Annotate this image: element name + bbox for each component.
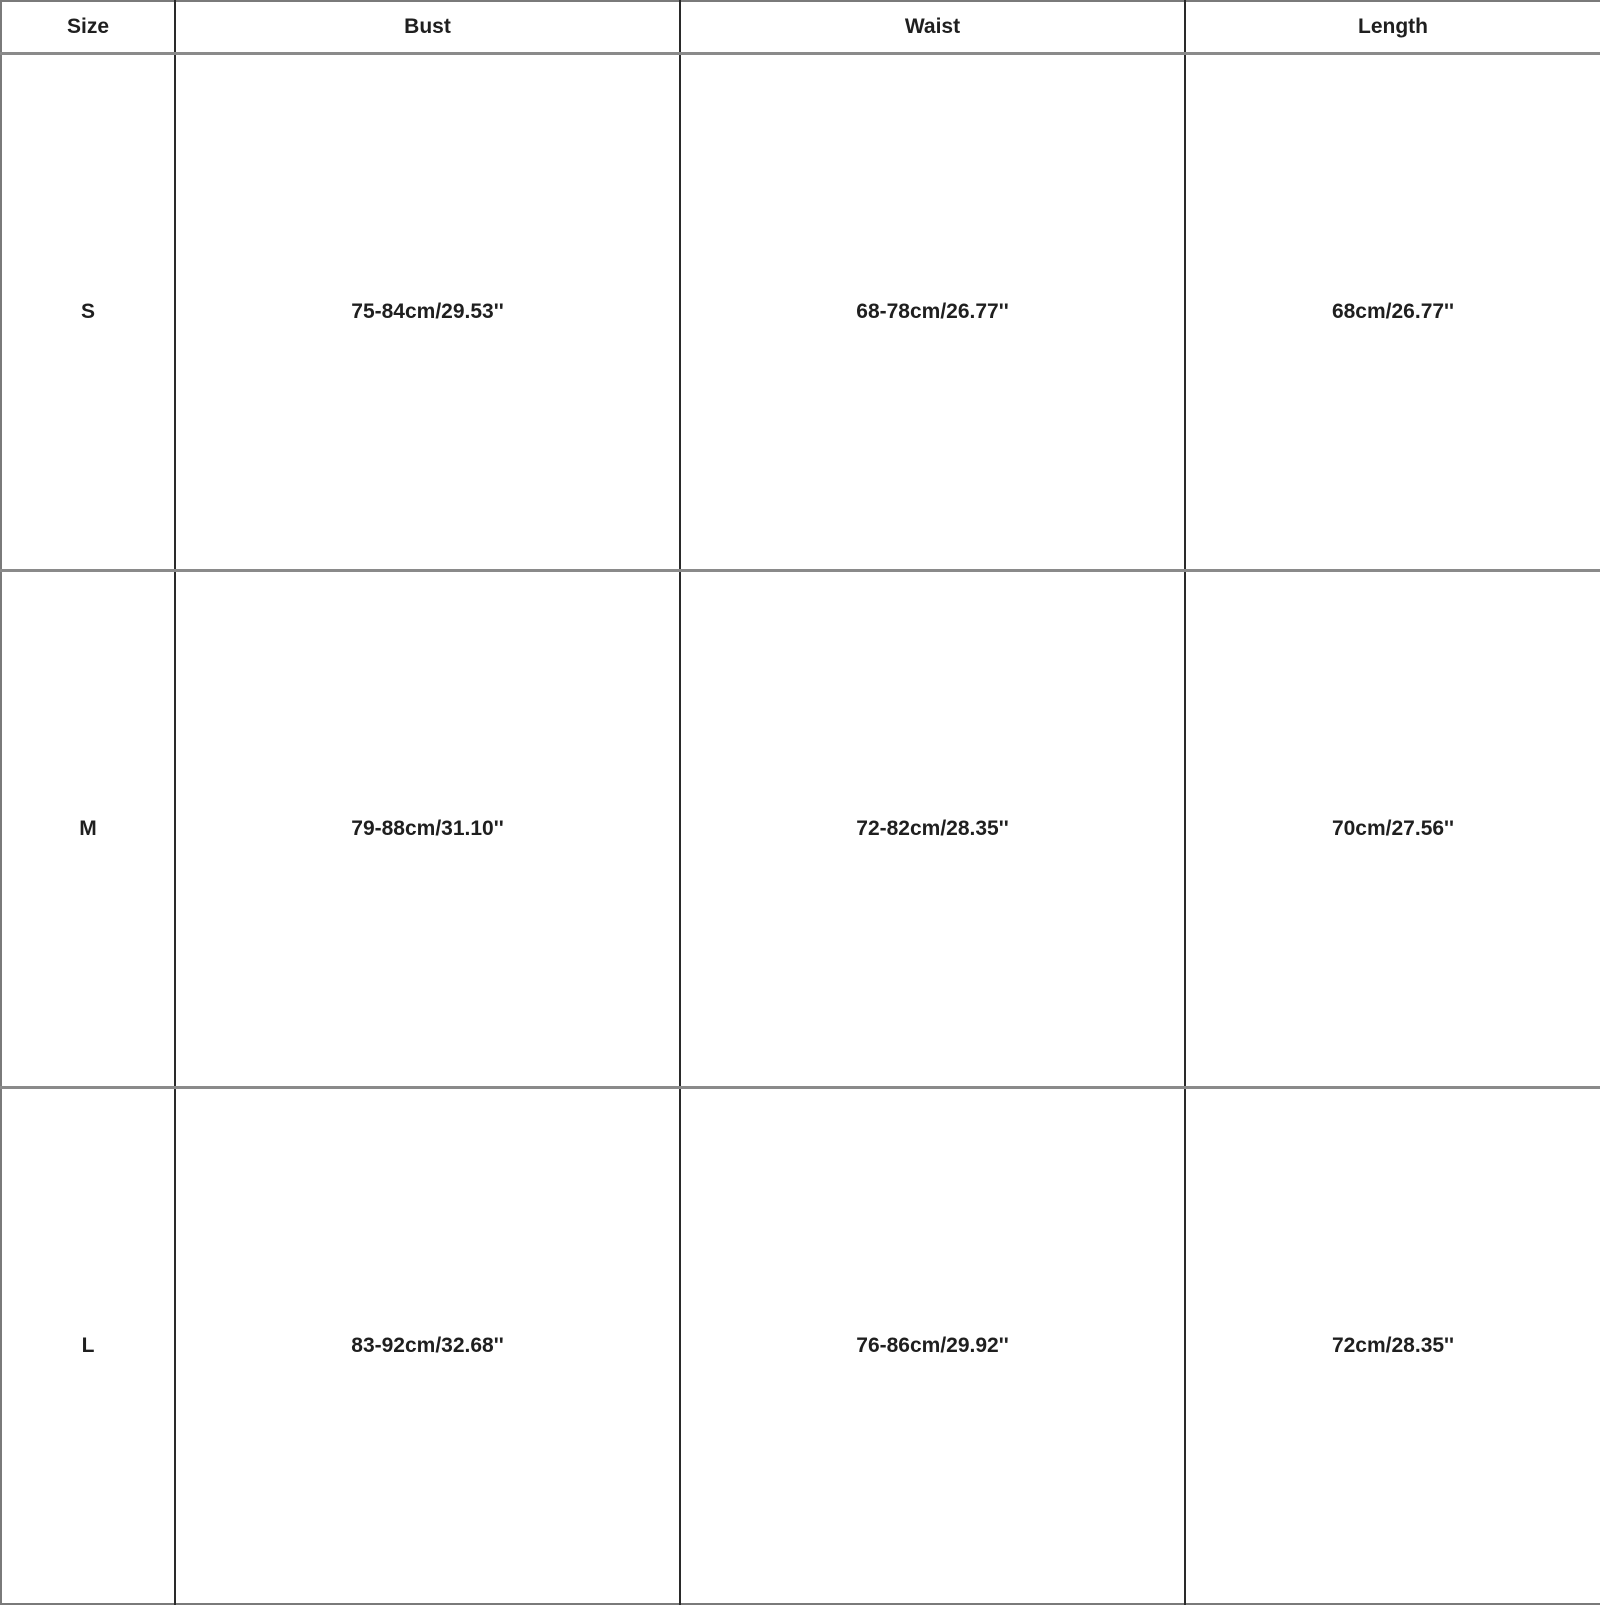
cell-size: L	[1, 1088, 175, 1605]
table-body	[1, 54, 1600, 1605]
cell-length: 70cm/27.56''	[1185, 571, 1600, 1088]
table-row	[1, 571, 1600, 1088]
cell-bust: 75-84cm/29.53''	[175, 54, 680, 571]
header-row	[1, 1, 1600, 54]
cell-length: 72cm/28.35''	[1331, 1334, 1455, 1357]
cell-length: 68cm/26.77''	[1185, 54, 1600, 571]
header-bust: Bust	[175, 1, 680, 54]
table-row	[1, 54, 1600, 571]
header-size: Size	[1, 1, 175, 54]
cell-waist: 76-86cm/29.92''	[680, 1088, 1185, 1605]
cell-bust: 83-92cm/32.68''	[175, 1088, 680, 1605]
header-length: Length	[1185, 1, 1600, 54]
table-row	[1, 1088, 1600, 1605]
cell-size: M	[1, 571, 175, 1088]
table-header	[1, 1, 1600, 54]
cell-size: S	[1, 54, 175, 571]
cell-waist: 68-78cm/26.77''	[680, 54, 1185, 571]
cell-bust: 79-88cm/31.10''	[175, 571, 680, 1088]
header-waist: Waist	[680, 1, 1185, 54]
cell-waist: 72-82cm/28.35''	[680, 571, 1185, 1088]
